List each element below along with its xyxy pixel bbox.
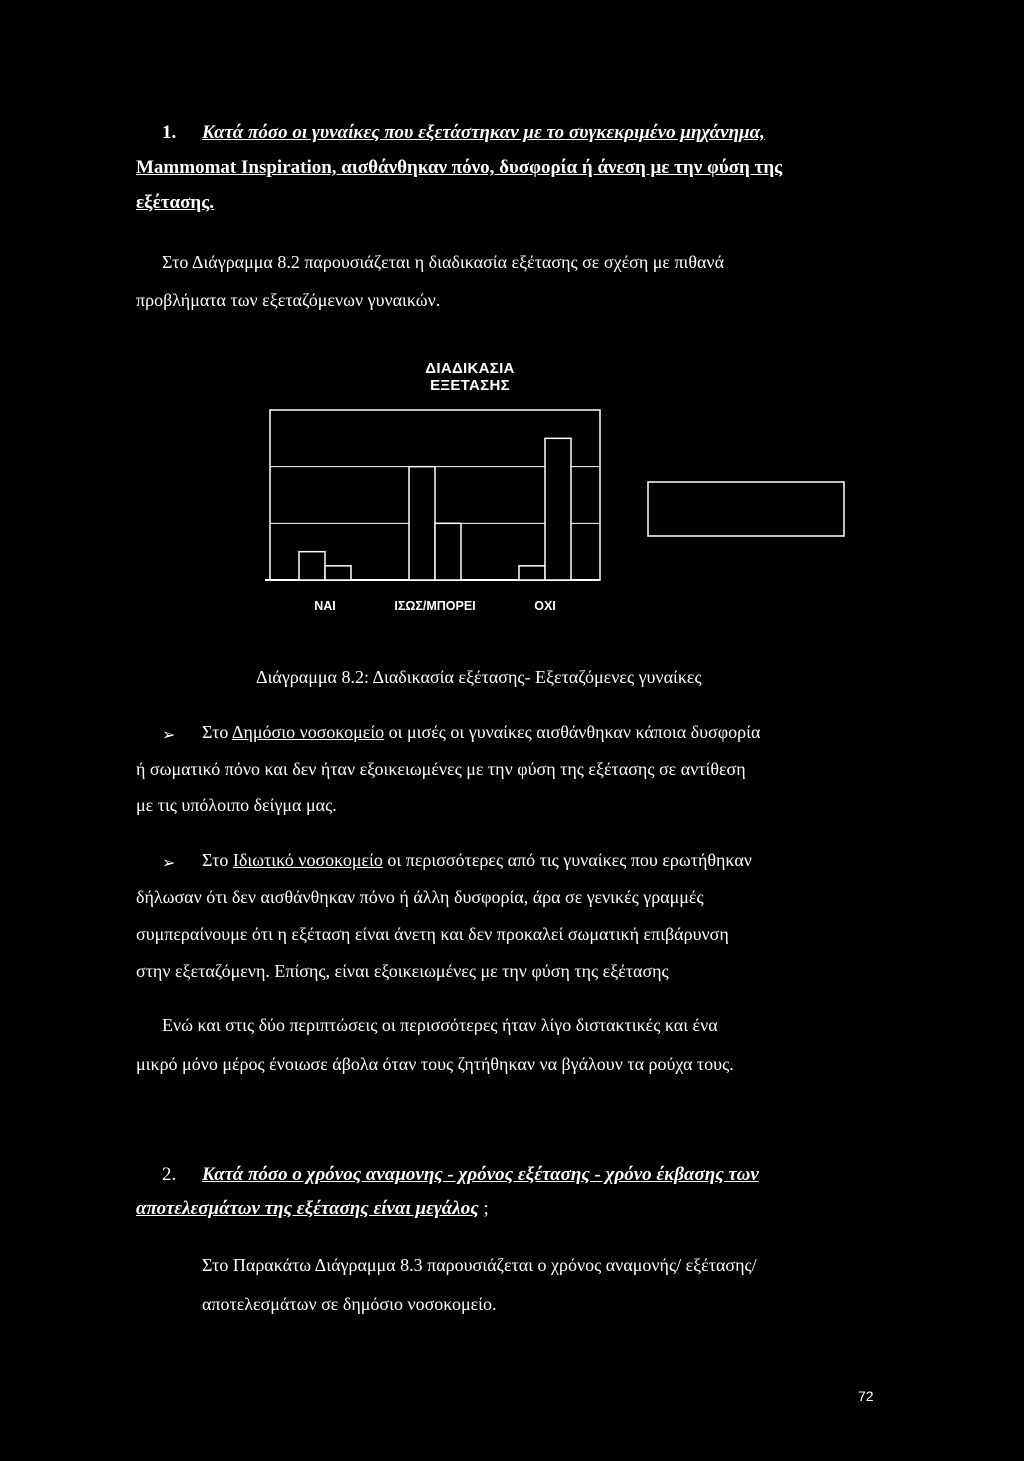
bullet-1-line-3: με τις υπόλοιπο δείγμα μας. bbox=[136, 795, 337, 815]
intro-2-line-1: Στο Παρακάτω Διάγραμμα 8.3 παρουσιάζεται ο χρόνος αναμονής/ εξέτασης/ bbox=[202, 1255, 757, 1275]
question-2-suffix: ; bbox=[478, 1198, 489, 1219]
bullet-2-line-3: συμπεραίνουμε ότι η εξέταση είναι άνετη και δεν προκαλεί σωματική επιβάρυνση bbox=[136, 924, 729, 944]
figure-caption: Διάγραμμα 8.2: Διαδικασία εξέτασης- Εξεταζόμενες γυναίκες bbox=[256, 667, 702, 687]
bullet-2-emphasis: Ιδιωτικό νοσοκομείο bbox=[232, 850, 383, 870]
bar bbox=[409, 467, 435, 580]
bar bbox=[299, 552, 325, 580]
bullet-2-line-1 bbox=[202, 850, 752, 872]
chart-plot bbox=[250, 390, 870, 630]
question-1-line-3: εξέτασης. bbox=[136, 192, 214, 213]
question-1-line-1: Κατά πόσο οι γυναίκες που εξετάστηκαν με το συγκεκριμένο μηχάνημα, bbox=[202, 122, 765, 143]
chart-title: ΔΙΑΔΙΚΑΣΙΑ ΕΞΕΤΑΣΗΣ bbox=[425, 360, 515, 394]
bullet-1-prefix: Στο bbox=[202, 722, 232, 742]
question-1-number: 1. bbox=[162, 122, 177, 143]
bullet-arrow-icon: ➢ bbox=[162, 853, 176, 872]
bullet-2-line-4: στην εξεταζόμενη. Επίσης, είναι εξοικειωμένες με την φύση της εξέτασης bbox=[136, 961, 669, 981]
bar bbox=[325, 566, 351, 580]
bullet-1-emphasis: Δημόσιο νοσοκομείο bbox=[231, 722, 385, 742]
intro-line-2: προβλήματα των εξεταζόμενων γυναικών. bbox=[136, 290, 441, 310]
category-label: ΙΣΩΣ/ΜΠΟΡΕΙ bbox=[394, 599, 476, 613]
paragraph-line-2: μικρό μόνο μέρος ένοιωσε άβολα όταν τους ζητήθηκαν να βγάλουν τα ρούχα τους. bbox=[136, 1054, 734, 1074]
bar bbox=[435, 523, 461, 580]
question-2-number: 2. bbox=[162, 1164, 177, 1185]
bullet-arrow-icon: ➢ bbox=[162, 725, 176, 744]
bar bbox=[545, 438, 571, 580]
bullet-1-line-1 bbox=[202, 722, 760, 744]
legend-box bbox=[648, 482, 844, 536]
page-number: 72 bbox=[858, 1388, 874, 1404]
intro-line-1: Στο Διάγραμμα 8.2 παρουσιάζεται η διαδικασία εξέτασης σε σχέση με πιθανά bbox=[162, 252, 724, 272]
bullet-1-rest: οι μισές οι γυναίκες αισθάνθηκαν κάποια δυσφορία bbox=[384, 722, 761, 742]
bar bbox=[519, 566, 545, 580]
paragraph-line-1: Ενώ και στις δύο περιπτώσεις οι περισσότερες ήταν λίγο διστακτικές και ένα bbox=[162, 1015, 718, 1035]
category-label: ΟΧΙ bbox=[534, 599, 556, 613]
bullet-2-line-2: δήλωσαν ότι δεν αισθάνθηκαν πόνο ή άλλη δυσφορία, άρα σε γενικές γραμμές bbox=[136, 887, 704, 907]
category-label: ΝΑΙ bbox=[314, 599, 336, 613]
intro-2-line-2: αποτελεσμάτων σε δημόσιο νοσοκομείο. bbox=[202, 1294, 497, 1314]
question-1-line-2: Mammomat Inspiration, αισθάνθηκαν πόνο, δυσφορία ή άνεση με την φύση της bbox=[136, 157, 783, 178]
question-2-line-2-text: αποτελεσμάτων της εξέτασης είναι μεγάλος bbox=[136, 1198, 479, 1219]
bullet-2-rest: οι περισσότερες από τις γυναίκες που ερωτήθηκαν bbox=[382, 850, 752, 870]
chart bbox=[250, 345, 870, 625]
question-2-line-1: Κατά πόσο ο χρόνος αναμονης - χρόνος εξέτασης - χρόνο έκβασης των bbox=[202, 1164, 759, 1185]
bullet-2-prefix: Στο bbox=[202, 850, 233, 870]
question-2-line-2 bbox=[136, 1198, 489, 1221]
bullet-1-line-2: ή σωματικό πόνο και δεν ήταν εξοικειωμένες με την φύση της εξέτασης σε αντίθεση bbox=[136, 759, 746, 779]
